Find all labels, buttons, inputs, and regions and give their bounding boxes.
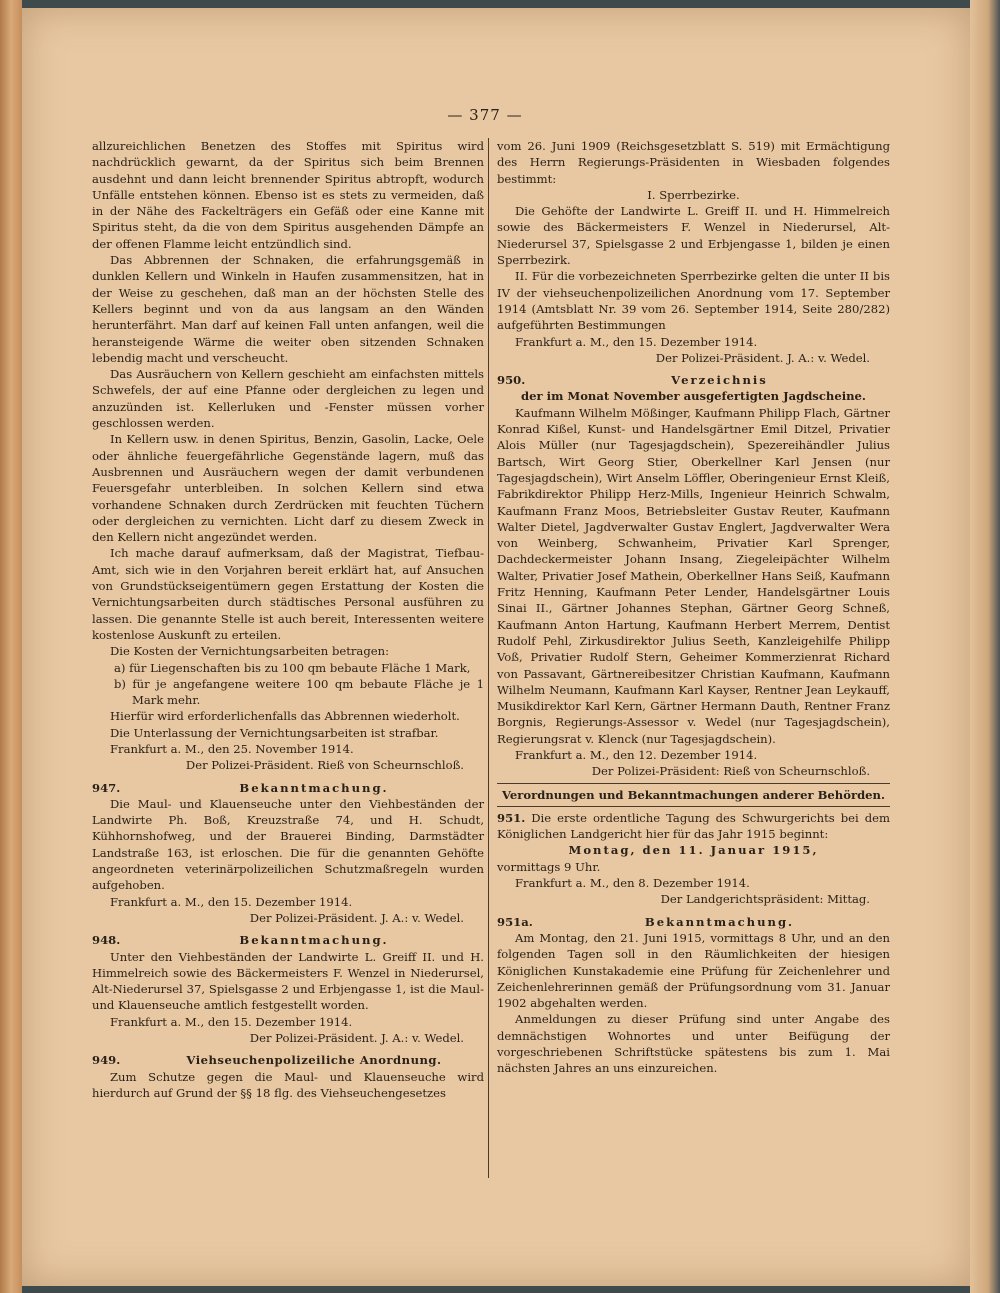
signature: Der Polizei-Präsident: Rieß von Scheurnschloß.: [591, 764, 870, 779]
notice-950-heading: [497, 372, 890, 388]
signature: Der Polizei-Präsident. J. A.: v. Wedel.: [249, 1031, 464, 1046]
notice-number: 949.: [92, 1053, 121, 1068]
notice-951: [497, 810, 890, 843]
notice-number: 951a.: [497, 914, 533, 929]
date-line: Frankfurt a. M., den 25. November 1914.: [110, 741, 354, 756]
notice-body: Die erste ordentliche Tagung des Schwurgerichts bei dem Königlichen Landgericht hier für das Jahr 1915 beginnt:: [497, 810, 890, 842]
page-edge: [970, 0, 1000, 1293]
cost-item: b) für je angefangene weitere 100 qm bebaute Fläche je 1 Mark mehr.: [114, 676, 484, 708]
paragraph: II. Für die vorbezeichneten Sperrbezirke gelten die unter II bis IV der viehseuchenpolizeilichen Anordnung vom 17. September 1914 (Amtsblatt Nr. 39 vom 26. September 1914, Seite 280/282) aufgeführten Bestimmungen: [497, 269, 890, 333]
signature: Der Polizei-Präsident. J. A.: v. Wedel.: [655, 350, 870, 365]
date-line: Frankfurt a. M., den 15. Dezember 1914.: [110, 894, 353, 909]
left-column: [92, 138, 484, 1101]
section-rule: [497, 783, 890, 784]
notice-body: Unter den Viehbeständen der Landwirte L. Greiff II. und H. Himmelreich sowie des Bäckermeisters F. Wenzel in Niederursel, Alt-Niederursel 37, Spielsgasse 2 und Erbjengasse 1, ist die Maul- und Klauenseuche amtlich festgestellt worden.: [92, 949, 484, 1013]
notice-body: Zum Schutze gegen die Maul- und Klauenseuche wird hierdurch auf Grund der §§ 18 flg. des Viehseuchengesetzes: [92, 1069, 484, 1100]
notice-title: Verzeichnis: [671, 373, 768, 388]
paragraph: Die Gehöfte der Landwirte L. Greiff II. und H. Himmelreich sowie des Bäckermeisters F. Wenzel in Niederursel, Alt-Niederursel 37, Spielsgasse 2 und Erbjengasse 1, bilden je einen Sperrbezirk.: [497, 204, 890, 268]
notice-title: Bekanntmachung.: [644, 914, 795, 929]
notice-947-heading: [92, 780, 484, 796]
notice-subtitle: der im Monat November ausgefertigten Jagdscheine.: [521, 389, 866, 404]
paragraph: vom 26. Juni 1909 (Reichsgesetzblatt S. 519) mit Ermächtigung des Herrn Regierungs-Präsidenten in Wiesbaden folgendes bestimmt:: [497, 139, 890, 186]
notice-title: Bekanntmachung.: [239, 933, 389, 948]
notice-body: Die Maul- und Klauenseuche unter den Viehbeständen der Landwirte Ph. Boß, Kreuzstraße 74, und H. Schudt, Kühhornshofweg, und der Brauerei Binding, Darmstädter Landstraße 163, ist erloschen. Die für die genannten Gehöfte angeordneten veterinärpolizeilichen Schutzmaßregeln wurden aufgehoben.: [92, 796, 484, 893]
paragraph: Ich mache darauf aufmerksam, daß der Magistrat, Tiefbau-Amt, sich wie in den Vorjahren bereit erklärt hat, auf Ansuchen von Grundstückseigentümern gegen Erstattung der Kosten die Vernichtungsarbeiten durch städtisches Personal ausführen zu lassen. Die genannte Stelle ist auch bereit, Interessenten weitere kostenlose Auskunft zu erteilen.: [92, 546, 484, 642]
notice-body: Am Montag, den 21. Juni 1915, vormittags 8 Uhr, und an den folgenden Tagen soll in den Räumlichkeiten der hiesigen Königlichen Kunstakademie eine Prüfung für Zeichenlehrer und Zeichenlehrerinnen gemäß der Prüfungsordnung vom 31. Januar 1902 abgehalten werden.: [497, 930, 890, 1011]
page-number: — 377 —: [447, 106, 523, 124]
notice-body: Anmeldungen zu dieser Prüfung sind unter Angabe des demnächstigen Wohnortes und unter Beifügung der vorgeschriebenen Schriftstücke spätestens bis zum 1. Mai nächsten Jahres an uns einzureichen.: [497, 1012, 890, 1076]
notice-number: 948.: [92, 933, 121, 948]
section-heading: Verordnungen und Bekanntmachungen anderer Behörden.: [501, 787, 886, 802]
paragraph: In Kellern usw. in denen Spiritus, Benzin, Gasolin, Lacke, Oele oder ähnliche feuergefährliche Gegenstände lagern, muß das Ausbrennen und Ausräuchern wegen der damit verbundenen Feuersgefahr unterbleiben. In solchen Kellern sind etwa vorhandene Schnaken durch Zerdrücken mit feuchten Tüchern oder dergleichen zu vernichten. Licht darf zu diesem Zweck in den Kellern nicht angezündet werden.: [92, 432, 484, 545]
date-line: Frankfurt a. M., den 12. Dezember 1914.: [515, 747, 758, 762]
paragraph: Die Kosten der Vernichtungsarbeiten betragen:: [110, 644, 389, 659]
right-column: [497, 138, 890, 1077]
signature: Der Landgerichtspräsident: Mittag.: [660, 892, 870, 907]
notice-title: Bekanntmachung.: [239, 780, 389, 795]
cost-item: a) für Liegenschaften bis zu 100 qm bebaute Fläche 1 Mark,: [114, 660, 471, 675]
session-time: vormittags 9 Uhr.: [497, 859, 601, 874]
signature: Der Polizei-Präsident. Rieß von Scheurnschloß.: [185, 758, 464, 773]
paragraph: Die Unterlassung der Vernichtungsarbeiten ist strafbar.: [110, 725, 439, 740]
paragraph: Das Ausräuchern von Kellern geschieht am einfachsten mittels Schwefels, der auf eine Pfanne oder dergleichen zu legen und anzuzünden ist. Kellerluken und -Fenster müssen vorher geschlossen werden.: [92, 367, 484, 431]
section-rule: [497, 806, 890, 807]
notice-949-heading: [92, 1052, 484, 1068]
column-divider: [488, 138, 489, 1178]
notice-title: Viehseuchenpolizeiliche Anordnung.: [186, 1053, 442, 1068]
signature: Der Polizei-Präsident. J. A.: v. Wedel.: [249, 910, 464, 925]
notice-body: Kaufmann Wilhelm Mößinger, Kaufmann Philipp Flach, Gärtner Konrad Kißel, Kunst- und Handelsgärtner Emil Ditzel, Privatier Alois Müller (nur Tagesjagdschein), Spezereihändler Julius Bartsch, Wirt Georg Stier, Oberkellner Karl Jensen (nur Tagesjagdschein), Wirt Anselm Löffler, Oberingenieur Ernst Kleiß, Fabrikdirektor Philipp Herz-Mills, Ingenieur Heinrich Schwalm, Kaufmann Franz Moos, Betriebsleiter Gustav Reuter, Kaufmann Walter Dietel, Jagdverwalter Gustav Englert, Jagdverwalter Wera von Weinberg, Schwanheim, Privatier Karl Sprenger, Dachdeckermeister Johann Insang, Ziegeleipächter Wilhelm Walter, Privatier Josef Mathein, Oberkellner Hans Seiß, Kaufmann Fritz Henning, Kaufmann Peter Lender, Handelsgärtner Louis Sinai II., Gärtner Johannes Stephan, Gärtner Georg Schneß, Kaufmann Anton Hartung, Kaufmann Herbert Merrem, Dentist Rudolf Pehl, Zirkusdirektor Julius Seeth, Kanzleigehilfe Philipp Voß, Privatier Rudolf Stern, Geheimer Kommerzienrat Richard von Passavant, Gärtnereibesitzer Christian Kaufmann, Kaufmann Wilhelm Neumann, Kaufmann Karl Kayser, Rentner Jean Leykauff, Musikdirektor Karl Kern, Gärtner Hermann Dauth, Rentner Franz Borgnis, Regierungs-Assessor v. Wedel (nur Tagesjagdschein), Regierungsrat v. Klenck (nur Tagesjagdschein).: [497, 405, 890, 746]
notice-number: 947.: [92, 780, 121, 795]
date-line: Frankfurt a. M., den 15. Dezember 1914.: [110, 1014, 353, 1029]
section-title: I. Sperrbezirke.: [647, 187, 740, 202]
session-start: Montag, den 11. Januar 1915,: [568, 843, 819, 858]
date-line: Frankfurt a. M., den 8. Dezember 1914.: [515, 876, 750, 891]
notice-948-heading: [92, 932, 484, 948]
paragraph: allzureichlichen Benetzen des Stoffes mit Spiritus wird nachdrücklich gewarnt, da der Spiritus sich beim Brennen ausdehnt und dann leicht brennender Spiritus abtropft, wodurch Unfälle entstehen können. Ebenso ist es stets zu vermeiden, daß in der Nähe des Fackelträgers ein Gefäß oder eine Kanne mit Spiritus steht, da die von dem Spiritus ausgehenden Dämpfe an der offenen Flamme leicht entzündlich sind.: [92, 139, 484, 251]
paragraph: Hierfür wird erforderlichenfalls das Abbrennen wiederholt.: [110, 709, 460, 724]
book-spine: [0, 0, 22, 1293]
paragraph: Das Abbrennen der Schnaken, die erfahrungsgemäß in dunklen Kellern und Winkeln in Haufen zusammensitzen, hat in der Weise zu geschehen, daß man an der höchsten Stelle des Kellers beginnt und von da aus langsam an den Wänden herunterfährt. Man darf auf keinen Fall unten anfangen, weil die heransteigende Wärme die weiter oben sitzenden Schnaken lebendig macht und verscheucht.: [92, 253, 484, 365]
notice-number: 951.: [497, 810, 526, 825]
notice-951a-heading: [497, 914, 890, 930]
notice-number: 950.: [497, 373, 526, 388]
date-line: Frankfurt a. M., den 15. Dezember 1914.: [515, 334, 758, 349]
